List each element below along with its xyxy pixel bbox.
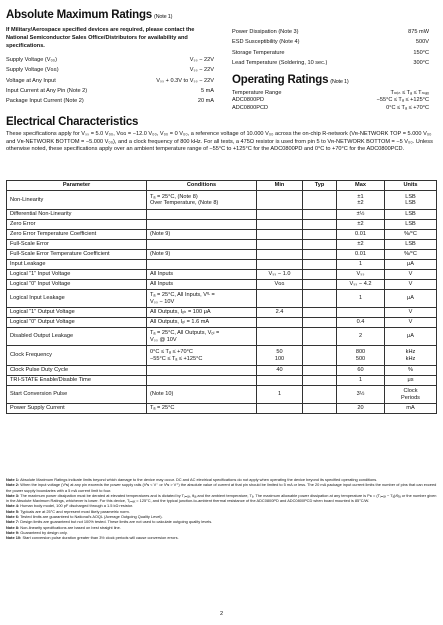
abs-max-rating-item xyxy=(6,57,214,67)
cell-max: ±2 xyxy=(337,240,385,250)
abs-max-ratings-intro: If Military/Aerospace specified devices are required, please contact the National Semiconductor Sales Office/Distributors for availability and specifications. xyxy=(6,27,195,49)
footnote-label: Note 5: xyxy=(6,508,20,514)
cell-units: kHz kHz xyxy=(385,346,437,366)
cell-units: %/°C xyxy=(385,250,437,260)
footnote xyxy=(6,493,439,504)
header-units: Units xyxy=(385,181,437,191)
cell-units: %/°C xyxy=(385,230,437,240)
abs-max-rating-item xyxy=(6,67,214,77)
cell-min xyxy=(257,328,303,346)
cell-units: μA xyxy=(385,260,437,270)
table-row xyxy=(7,318,437,328)
abs-max-rating-item xyxy=(232,29,429,39)
table-row xyxy=(7,230,437,240)
page-number: 2 xyxy=(219,611,224,617)
footnote-label: Note 8: xyxy=(6,524,20,530)
cell-min: 40 xyxy=(257,366,303,376)
cell-conditions: (Note 10) xyxy=(147,386,257,404)
operating-rating-item xyxy=(232,90,429,97)
footnote-label: Note 1: xyxy=(6,477,20,482)
cell-conditions: Tₐ = 25°C, All Outputs, Vₒₗ = Vₛₛ @ 10V xyxy=(147,328,257,346)
spec-label: Temperature Range xyxy=(232,90,282,96)
cell-conditions: All Inputs xyxy=(147,270,257,280)
spec-label: Supply Voltage (V₀₀) xyxy=(6,57,57,63)
cell-max: 1 xyxy=(337,376,385,386)
table-row xyxy=(7,376,437,386)
cell-typ xyxy=(303,260,337,270)
cell-typ xyxy=(303,290,337,308)
cell-parameter: Input Leakage xyxy=(7,260,147,270)
footnote-label: Note 3: xyxy=(6,492,20,498)
spec-label: Power Dissipation (Note 3) xyxy=(232,29,299,35)
cell-typ xyxy=(303,308,337,318)
abs-max-ratings-heading: Absolute Maximum Ratings (Note 1) xyxy=(6,9,173,21)
cell-conditions xyxy=(147,366,257,376)
cell-conditions xyxy=(147,220,257,230)
footnote xyxy=(6,535,439,540)
cell-min: Vɢɢ xyxy=(257,280,303,290)
spec-value: 150°C xyxy=(413,49,429,56)
footnote-text: Guaranteed by design only. xyxy=(20,529,68,535)
cell-min xyxy=(257,376,303,386)
cell-typ xyxy=(303,328,337,346)
footnote-label: Note 10: xyxy=(6,535,22,541)
footnote-text: Typicals are at 25°C and represent most likely parametric norm. xyxy=(20,508,130,514)
spec-label: Lead Temperature (Soldering, 10 sec.) xyxy=(232,59,328,66)
cell-parameter: Logical “1” Output Voltage xyxy=(7,308,147,318)
cell-min xyxy=(257,250,303,260)
cell-typ xyxy=(303,240,337,250)
abs-max-rating-item xyxy=(6,88,214,98)
header-min: Min xyxy=(257,181,303,191)
cell-units: mA xyxy=(385,404,437,414)
cell-conditions: Tₐ = 25°C, (Note 8) Over Temperature, (Note 8) xyxy=(147,191,257,210)
cell-max: 0.4 xyxy=(337,318,385,328)
cell-min xyxy=(257,191,303,210)
table-body xyxy=(7,191,437,414)
cell-typ xyxy=(303,230,337,240)
footnote xyxy=(6,482,439,493)
table-row xyxy=(7,220,437,230)
cell-units: V xyxy=(385,280,437,290)
cell-min xyxy=(257,220,303,230)
table-row xyxy=(7,328,437,346)
footnote-label: Note 4: xyxy=(6,503,20,509)
table-row xyxy=(7,308,437,318)
cell-max: Vₛₛ − 4.2 xyxy=(337,280,385,290)
footnote-text: Human body model, 100 pF discharged through a 1.5 kΩ resistor. xyxy=(20,503,134,509)
cell-parameter: Zero Error Temperature Coefficient xyxy=(7,230,147,240)
footnote-text: Non-linearity specifications are based on best straight line. xyxy=(20,524,121,530)
cell-max: 1 xyxy=(337,260,385,270)
footnote-label: Note 6: xyxy=(6,514,20,520)
cell-min: 50 100 xyxy=(257,346,303,366)
cell-parameter: Zero Error xyxy=(7,220,147,230)
cell-min: 2.4 xyxy=(257,308,303,318)
cell-typ xyxy=(303,280,337,290)
cell-min xyxy=(257,210,303,220)
cell-typ xyxy=(303,376,337,386)
cell-typ xyxy=(303,250,337,260)
spec-value: 20 mA xyxy=(197,98,214,105)
cell-units: V xyxy=(385,308,437,318)
cell-typ xyxy=(303,366,337,376)
cell-units: μA xyxy=(385,328,437,346)
cell-units: μs xyxy=(385,376,437,386)
cell-parameter: Power Supply Current xyxy=(7,404,147,414)
footnote-text: The maximum power dissipation must be derated at elevated temperatures and is dictated by Tⱼₘₐₓ, θⱼₐ and the ambient temperature, Tₐ. The maximum allowable power dissipation at any temperature is Pᴅ = (Tⱼₘₐₓ − Tₐ)/θⱼₐ or the number given in the Absolute Maximum Ratings, whichever is lower. For this device, Tⱼₘₐₓ = 125°C, and the typical junction-to-ambient thermal resistance of the ADC0800PD and ADC0800PCD when board mounted is 85°C/W. xyxy=(6,492,437,504)
footnote-text: Absolute Maximum Ratings indicate limits beyond which damage to the device may occur. DC and AC electrical specifications do not apply when operating the device beyond its specified operating conditions. xyxy=(20,477,378,482)
abs-max-rating-item xyxy=(6,98,214,108)
cell-units: LSB xyxy=(385,240,437,250)
table-row xyxy=(7,210,437,220)
spec-value: Vₛₛ − 22V xyxy=(189,67,214,74)
spec-value: Tₘᵢₙ ≤ Tₐ ≤ Tₘₐₓ xyxy=(390,90,429,96)
footnotes xyxy=(6,477,439,541)
abs-max-ratings-right-list xyxy=(232,29,429,70)
footnote-text: When the input voltage (Vᴵɴ) at any pin exceeds the power supply rails (Vᴵɴ < V⁻ or Vᴵɴ > V⁺) the absolute value of current at that pin should be limited to 5 mA or less. The 20 mA package input current limits the number of pins that can exceed the power supply boundaries with a 5 mA current limit to four. xyxy=(6,482,437,493)
cell-conditions: All Outputs, Iₒₕ = 100 μA xyxy=(147,308,257,318)
operating-ratings-list xyxy=(232,90,429,112)
table-row xyxy=(7,386,437,404)
footnote-label: Note 7: xyxy=(6,519,20,525)
header-max: Max xyxy=(337,181,385,191)
cell-min: Vₛₛ − 1.0 xyxy=(257,270,303,280)
cell-parameter: Disabled Output Leakage xyxy=(7,328,147,346)
cell-min xyxy=(257,240,303,250)
cell-conditions: 0°C ≤ Tₐ ≤ +70°C −55°C ≤ Tₐ ≤ +125°C xyxy=(147,346,257,366)
spec-value: −55°C ≤ Tₐ ≤ +125°C xyxy=(376,97,429,104)
table-row xyxy=(7,280,437,290)
cell-min xyxy=(257,230,303,240)
spec-value: 500V xyxy=(415,39,429,46)
cell-typ xyxy=(303,404,337,414)
table-row xyxy=(7,250,437,260)
cell-max: 800 500 xyxy=(337,346,385,366)
spec-label: Package Input Current (Note 2) xyxy=(6,98,84,105)
cell-max: ±½ xyxy=(337,210,385,220)
abs-max-rating-item xyxy=(6,78,214,88)
footnote-label: Note 9: xyxy=(6,529,20,535)
footnote-text: Start conversion pulse duration greater than 3½ clock periods will cause conversion errors. xyxy=(22,535,179,541)
cell-conditions xyxy=(147,240,257,250)
spec-value: Vₛₛ + 0.3V to Vₛₛ − 22V xyxy=(156,77,214,84)
cell-conditions xyxy=(147,376,257,386)
cell-conditions xyxy=(147,260,257,270)
cell-parameter: Logical “0” Input Voltage xyxy=(7,280,147,290)
cell-units: % xyxy=(385,366,437,376)
cell-parameter: Logical Input Leakage xyxy=(7,290,147,308)
cell-conditions: All Outputs, Iₒₗ = 1.6 mA xyxy=(147,318,257,328)
footnote-label: Note 2: xyxy=(6,482,20,488)
cell-min xyxy=(257,404,303,414)
cell-min xyxy=(257,290,303,308)
cell-parameter: Clock Frequency xyxy=(7,346,147,366)
spec-value: 300°C xyxy=(413,59,429,66)
spec-label: Supply Voltage (Vɢɢ) xyxy=(6,67,59,74)
cell-max: 0.01 xyxy=(337,230,385,240)
cell-conditions: All Inputs xyxy=(147,280,257,290)
operating-ratings-heading: Operating Ratings (Note 1) xyxy=(232,74,349,86)
cell-parameter: Logical “1” Input Voltage xyxy=(7,270,147,280)
abs-max-rating-item xyxy=(232,50,429,60)
cell-min xyxy=(257,260,303,270)
cell-max: 3½ xyxy=(337,386,385,404)
table-header-row xyxy=(7,181,437,191)
table-row xyxy=(7,270,437,280)
cell-max xyxy=(337,308,385,318)
cell-max: Vₛₛ xyxy=(337,270,385,280)
cell-conditions: Tₐ = 25°C, All Inputs, Vᴵᴸ = Vₛₛ − 10V xyxy=(147,290,257,308)
cell-parameter: Full-Scale Error xyxy=(7,240,147,250)
cell-typ xyxy=(303,220,337,230)
cell-conditions: (Note 9) xyxy=(147,230,257,240)
spec-label: ESD Susceptibility (Note 4) xyxy=(232,39,300,46)
table-row xyxy=(7,191,437,210)
cell-units: μA xyxy=(385,290,437,308)
cell-min xyxy=(257,318,303,328)
footnote-text: Tested limits are guaranteed to National's AOQL (Average Outgoing Quality Level). xyxy=(20,514,163,520)
abs-max-rating-item xyxy=(232,60,429,70)
table-row xyxy=(7,404,437,414)
cell-typ xyxy=(303,318,337,328)
spec-label: ADC0800PCD xyxy=(232,104,269,111)
footnote-text: Design limits are guaranteed but not 100% tested. These limits are not used to calculate outgoing quality levels. xyxy=(20,519,213,525)
cell-typ xyxy=(303,386,337,404)
header-typ: Typ xyxy=(303,181,337,191)
cell-parameter: Start Conversion Pulse xyxy=(7,386,147,404)
cell-units: V xyxy=(385,270,437,280)
cell-parameter: TRI-STATE Enable/Disable Time xyxy=(7,376,147,386)
operating-rating-item xyxy=(232,105,429,112)
cell-max: 20 xyxy=(337,404,385,414)
cell-max: 0.01 xyxy=(337,250,385,260)
cell-units: Clock Periods xyxy=(385,386,437,404)
spec-value: 875 mW xyxy=(408,29,429,35)
cell-max: ±2 xyxy=(337,220,385,230)
cell-typ xyxy=(303,191,337,210)
cell-conditions xyxy=(147,210,257,220)
cell-max: 2 xyxy=(337,328,385,346)
cell-typ xyxy=(303,270,337,280)
cell-conditions: (Note 9) xyxy=(147,250,257,260)
spec-label: Voltage at Any Input xyxy=(6,77,56,84)
spec-label: ADC0800PD xyxy=(232,97,265,104)
cell-min: 1 xyxy=(257,386,303,404)
cell-parameter: Non-Linearity xyxy=(7,191,147,210)
table-row xyxy=(7,240,437,250)
table-row xyxy=(7,366,437,376)
table-row xyxy=(7,290,437,308)
spec-value: 5 mA xyxy=(200,87,214,94)
abs-max-ratings-left-list xyxy=(6,57,214,108)
electrical-characteristics-heading: Electrical Characteristics xyxy=(6,116,139,128)
cell-parameter: Differential Non-Linearity xyxy=(7,210,147,220)
spec-label: Input Current at Any Pin (Note 2) xyxy=(6,87,88,94)
operating-rating-item xyxy=(232,97,429,104)
cell-max: 60 xyxy=(337,366,385,376)
abs-max-rating-item xyxy=(232,39,429,49)
cell-parameter: Logical “0” Output Voltage xyxy=(7,318,147,328)
cell-units: LSB xyxy=(385,220,437,230)
header-conditions: Conditions xyxy=(147,181,257,191)
electrical-characteristics-table xyxy=(6,180,437,414)
cell-units: LSB xyxy=(385,210,437,220)
cell-units: V xyxy=(385,318,437,328)
electrical-characteristics-intro: These specifications apply for Vₛₛ = 5.0 V₀₀, Vɢɢ = −12.0 V₀₀, V₀₀ = 0 V₀₀, a reference voltage of 10.000 V₀₀ across the on-chip R-network (Vʀ-NETWORK TOP = 5.000 V₀₀ and Vʀ-NETWORK BOTTOM = −5.000 V₀₀), and a clock frequency of 800 kHz. For all tests, a 475Ω resistor is used from pin 5 to Vʀ-NETWORK BOTTOM = −5 V₀₀. Unless otherwise noted, these specifications apply over an ambient temperature range of −55°C to +125°C for the ADC0800PD and 0°C to +70°C for the ADC0800PCD. xyxy=(6,131,433,153)
cell-max: ±1 ±2 xyxy=(337,191,385,210)
cell-typ xyxy=(303,346,337,366)
cell-parameter: Clock Pulse Duty Cycle xyxy=(7,366,147,376)
table-row xyxy=(7,346,437,366)
header-parameter: Parameter xyxy=(7,181,147,191)
table-row xyxy=(7,260,437,270)
cell-parameter: Full-Scale Error Temperature Coefficient xyxy=(7,250,147,260)
cell-conditions: Tₐ = 25°C xyxy=(147,404,257,414)
spec-value: 0°C ≤ Tₐ ≤ +70°C xyxy=(386,104,429,111)
cell-typ xyxy=(303,210,337,220)
spec-value: Vₛₛ − 22V xyxy=(189,57,214,63)
cell-units: LSB LSB xyxy=(385,191,437,210)
cell-max: 1 xyxy=(337,290,385,308)
spec-label: Storage Temperature xyxy=(232,49,285,56)
